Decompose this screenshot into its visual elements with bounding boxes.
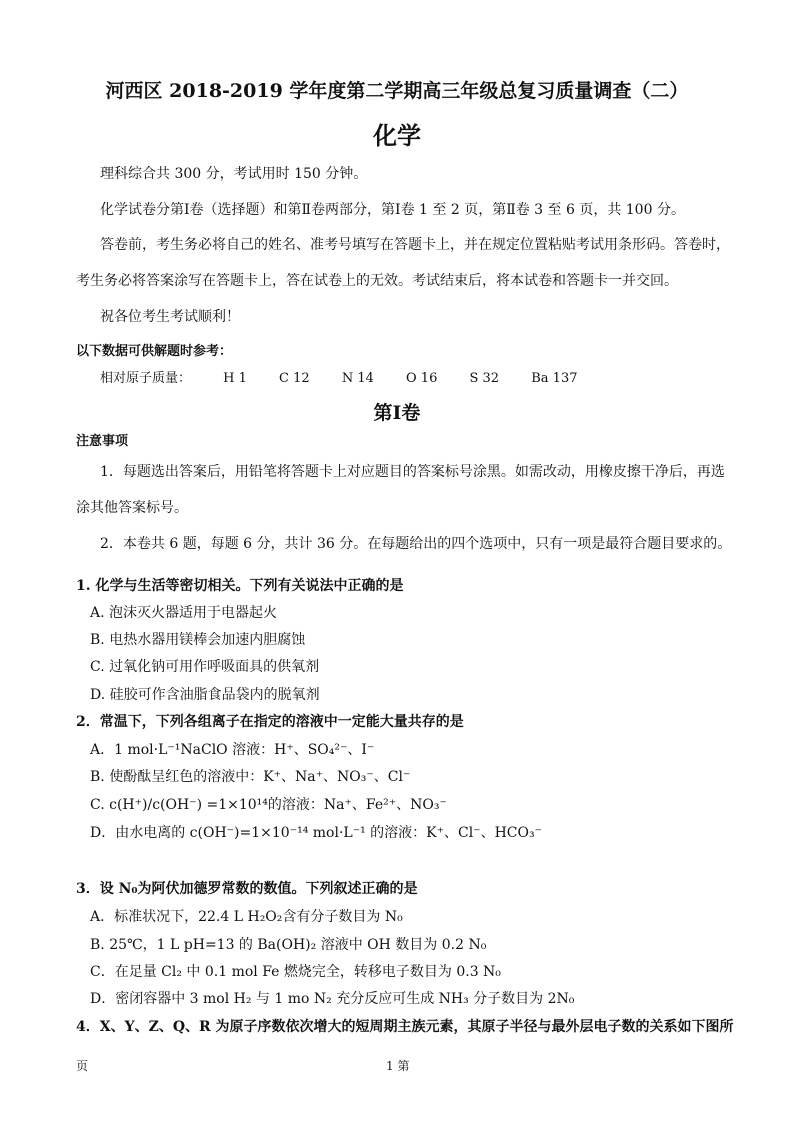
exam-title: 河西区 2018-2019 学年度第二学期高三年级总复习质量调查（二） [105, 80, 689, 102]
part1-title: 第Ⅰ卷 [373, 402, 421, 424]
q2-option-d: D．由水电离的 c(OH⁻)=1×10⁻¹⁴ mol·L⁻¹ 的溶液：K⁺、Cl⁻、HCO₃⁻ [90, 825, 542, 841]
q3-option-b: B. 25℃，1 L pH=13 的 Ba(OH)₂ 溶液中 OH 数目为 0.2 N₀ [90, 937, 487, 953]
atomic-mass-ba: Ba 137 [531, 371, 578, 386]
atomic-mass-label: 相对原子质量： [100, 371, 192, 386]
footer-left: 页 [76, 1059, 89, 1073]
q3-option-d: D．密闭容器中 3 mol H₂ 与 1 mo N₂ 充分反应可生成 NH₃ 分子数目为 2N₀ [90, 991, 575, 1007]
intro-line-2: 化学试卷分第Ⅰ卷（选择题）和第Ⅱ卷两部分，第Ⅰ卷 1 至 2 页，第Ⅱ卷 3 至 6 页，共 100 分。 [100, 202, 685, 218]
intro-line-4: 考生务必将答案涂写在答题卡上，答在试卷上的无效。考试结束后，将本试卷和答题卡一并交回。 [76, 273, 678, 289]
note-line-2: 涂其他答案标号。 [76, 500, 188, 516]
subject-title: 化学 [373, 121, 421, 150]
q1-option-c: C. 过氧化钠可用作呼吸面具的供氧剂 [90, 659, 320, 675]
atomic-mass-o: O 16 [406, 371, 438, 386]
q1-option-b: B. 电热水器用镁棒会加速内胆腐蚀 [90, 632, 306, 648]
note-line-3: 2．本卷共 6 题，每题 6 分，共计 36 分。在每题给出的四个选项中，只有一项是最符合题目要求的。 [100, 536, 732, 552]
intro-line-5: 祝各位考生考试顺利！ [100, 309, 240, 325]
notes-title: 注意事项 [76, 434, 129, 449]
footer-page-number: 1 第 [386, 1059, 410, 1073]
q3-stem: 3．设 N₀为阿伏加德罗常数的数值。下列叙述正确的是 [76, 881, 418, 897]
data-hint: 以下数据可供解题时参考： [76, 344, 233, 359]
q4-stem: 4．X、Y、Z、Q、R 为原子序数依次增大的短周期主族元素，其原子半径与最外层电子数的关系如下图所 [76, 1019, 734, 1035]
atomic-mass-c: C 12 [279, 371, 310, 386]
q1-stem: 1. 化学与生活等密切相关。下列有关说法中正确的是 [76, 578, 404, 594]
q1-option-d: D. 硅胶可作含油脂食品袋内的脱氧剂 [90, 687, 320, 703]
q2-option-a: A．1 mol·L⁻¹NaClO 溶液：H⁺、SO₄²⁻、I⁻ [90, 742, 375, 758]
intro-line-3: 答卷前，考生务必将自己的姓名、准考号填写在答题卡上，并在规定位置粘贴考试用条形码。答卷时， [100, 237, 730, 253]
atomic-mass-row [100, 369, 605, 389]
q3-option-c: C．在足量 Cl₂ 中 0.1 mol Fe 燃烧完全，转移电子数目为 0.3 N₀ [90, 964, 501, 980]
atomic-mass-n: N 14 [341, 371, 374, 386]
atomic-mass-h: H 1 [223, 371, 247, 386]
q3-option-a: A．标准状况下，22.4 L H₂O₂含有分子数目为 N₀ [90, 909, 403, 925]
q1-option-a: A. 泡沫灭火器适用于电器起火 [90, 605, 278, 621]
q2-stem: 2．常温下，下列各组离子在指定的溶液中一定能大量共存的是 [76, 714, 464, 730]
q2-option-b: B. 使酚酞呈红色的溶液中：K⁺、Na⁺、NO₃⁻、Cl⁻ [90, 769, 411, 785]
q2-option-c: C. c(H⁺)/c(OH⁻) =1×10¹⁴的溶液：Na⁺、Fe²⁺、NO₃⁻ [90, 797, 447, 813]
note-line-1: 1．每题选出答案后，用铅笔将答题卡上对应题目的答案标号涂黑。如需改动，用橡皮擦干净后，再选 [100, 464, 725, 480]
intro-line-1: 理科综合共 300 分，考试用时 150 分钟。 [100, 166, 368, 182]
atomic-mass-s: S 32 [469, 371, 500, 386]
